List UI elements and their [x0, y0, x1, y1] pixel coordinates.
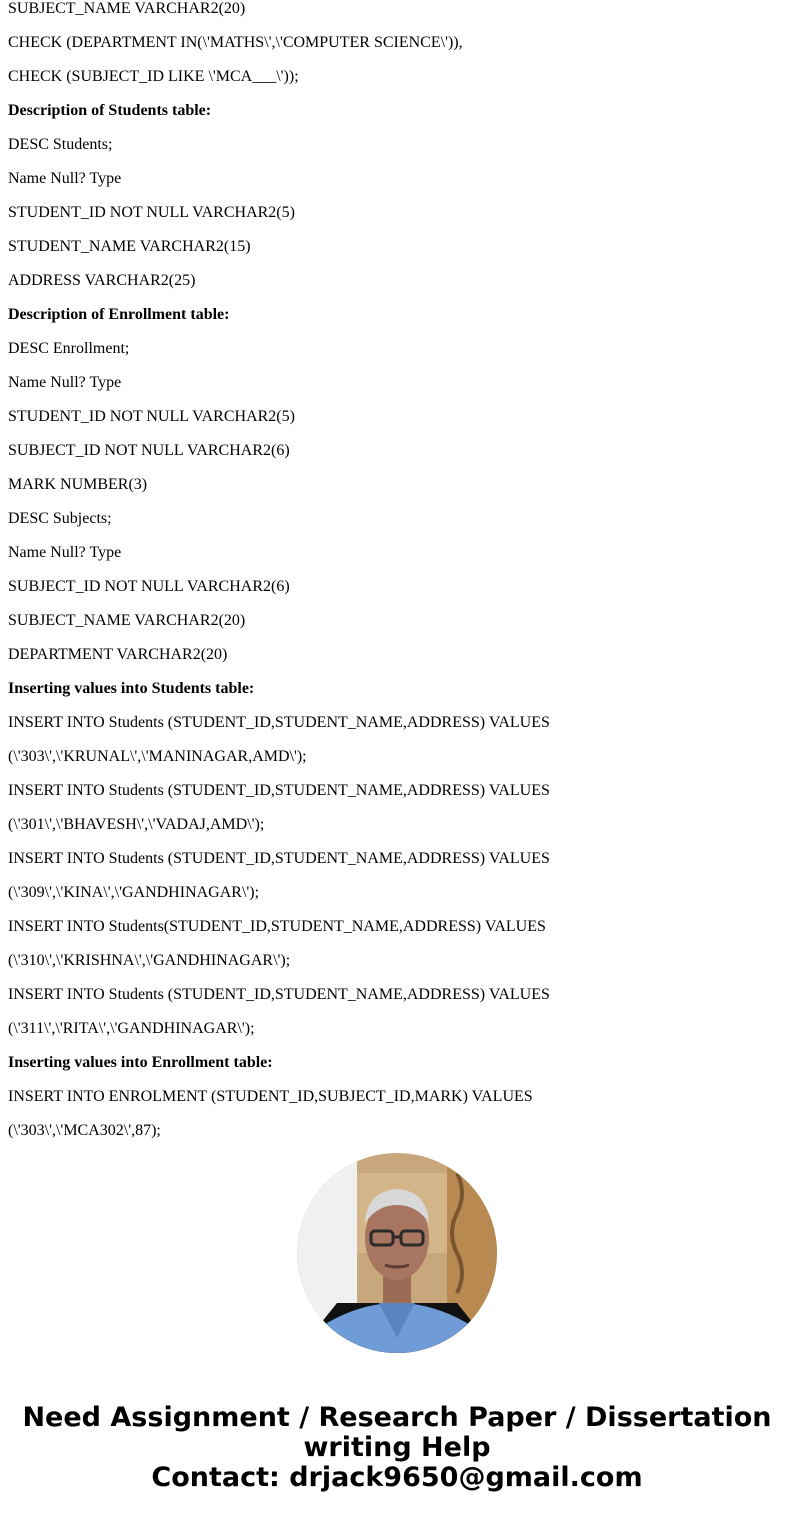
code-line: DESC Students;	[8, 136, 113, 153]
code-line: DESC Subjects;	[8, 510, 112, 527]
code-line: CHECK (DEPARTMENT IN(\'MATHS\',\'COMPUTER SCIENCE\')),	[8, 34, 463, 51]
code-line: INSERT INTO Students(STUDENT_ID,STUDENT_NAME,ADDRESS) VALUES	[8, 918, 546, 935]
section-heading: Inserting values into Students table:	[8, 680, 255, 697]
code-line: Name Null? Type	[8, 374, 122, 391]
code-line: SUBJECT_ID NOT NULL VARCHAR2(6)	[8, 578, 290, 595]
section-heading: Inserting values into Enrollment table:	[8, 1054, 273, 1071]
code-line: Name Null? Type	[8, 544, 122, 561]
document-body	[8, 0, 778, 1148]
section-heading: Description of Students table:	[8, 102, 212, 119]
contact-banner	[0, 1403, 794, 1493]
code-line: ADDRESS VARCHAR2(25)	[8, 272, 196, 289]
code-line: DEPARTMENT VARCHAR2(20)	[8, 646, 228, 663]
code-line: MARK NUMBER(3)	[8, 476, 148, 493]
promo-heading: Need Assignment / Research Paper / Dissertation	[22, 1402, 772, 1433]
author-avatar	[297, 1153, 497, 1353]
code-line: INSERT INTO ENROLMENT (STUDENT_ID,SUBJECT_ID,MARK) VALUES	[8, 1088, 533, 1105]
author-photo	[297, 1153, 497, 1353]
code-line: SUBJECT_ID NOT NULL VARCHAR2(6)	[8, 442, 290, 459]
code-line: SUBJECT_NAME VARCHAR2(20)	[8, 612, 246, 629]
code-line: INSERT INTO Students (STUDENT_ID,STUDENT_NAME,ADDRESS) VALUES	[8, 782, 550, 799]
code-line: SUBJECT_NAME VARCHAR2(20)	[8, 0, 246, 17]
contact-email: Contact: drjack9650@gmail.com	[151, 1462, 643, 1493]
code-line: STUDENT_NAME VARCHAR2(15)	[8, 238, 251, 255]
code-line: INSERT INTO Students (STUDENT_ID,STUDENT_NAME,ADDRESS) VALUES	[8, 714, 550, 731]
code-line: INSERT INTO Students (STUDENT_ID,STUDENT_NAME,ADDRESS) VALUES	[8, 850, 550, 867]
code-line: (\'311\',\'RITA\',\'GANDHINAGAR\');	[8, 1020, 255, 1037]
code-line: (\'303\',\'MCA302\',87);	[8, 1122, 161, 1139]
code-line: INSERT INTO Students (STUDENT_ID,STUDENT_NAME,ADDRESS) VALUES	[8, 986, 550, 1003]
code-line: CHECK (SUBJECT_ID LIKE \'MCA___\'));	[8, 68, 299, 85]
promo-subheading: writing Help	[303, 1432, 491, 1463]
code-line: Name Null? Type	[8, 170, 122, 187]
code-line: (\'310\',\'KRISHNA\',\'GANDHINAGAR\');	[8, 952, 291, 969]
section-heading: Description of Enrollment table:	[8, 306, 230, 323]
code-line: (\'309\',\'KINA\',\'GANDHINAGAR\');	[8, 884, 260, 901]
code-line: STUDENT_ID NOT NULL VARCHAR2(5)	[8, 204, 295, 221]
code-line: DESC Enrollment;	[8, 340, 130, 357]
code-line: (\'303\',\'KRUNAL\',\'MANINAGAR,AMD\');	[8, 748, 307, 765]
code-line: (\'301\',\'BHAVESH\',\'VADAJ,AMD\');	[8, 816, 265, 833]
code-line: STUDENT_ID NOT NULL VARCHAR2(5)	[8, 408, 295, 425]
